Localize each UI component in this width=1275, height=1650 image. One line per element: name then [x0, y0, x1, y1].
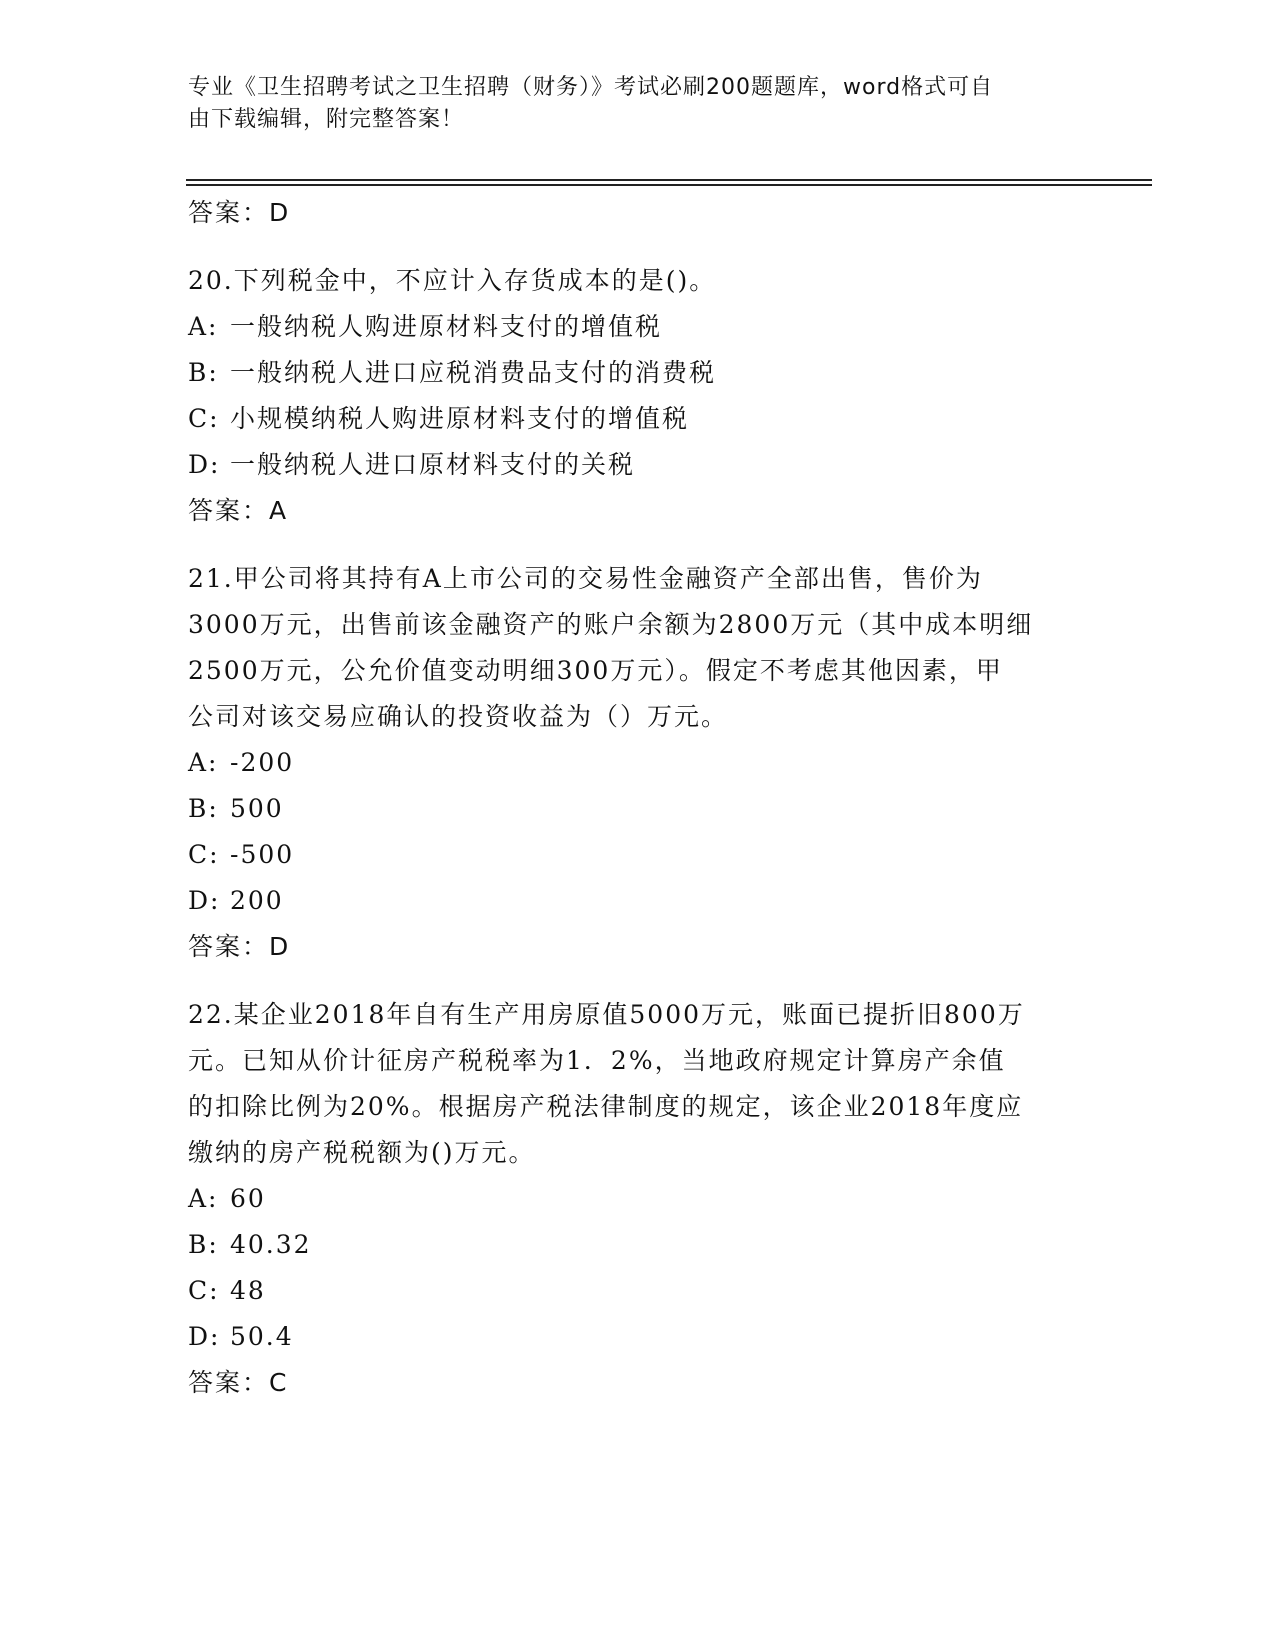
stem-line: 20.下列税金中，不应计入存货成本的是()。: [188, 266, 717, 295]
option-c: [188, 832, 1088, 878]
option-c: [188, 1268, 1088, 1314]
option-a: [188, 1176, 1088, 1222]
option-b: [188, 1222, 1088, 1268]
option-key: D:: [188, 886, 221, 915]
previous-answer: 答案：D: [188, 198, 291, 227]
option-text: 一般纳税人购进原材料支付的增值税: [230, 312, 663, 341]
option-text: 一般纳税人进口原材料支付的关税: [230, 450, 636, 479]
stem-line: 缴纳的房产税税额为()万元。: [188, 1138, 536, 1167]
option-key: B:: [188, 358, 219, 387]
stem-line: 2500万元，公允价值变动明细300万元）。假定不考虑其他因素，甲: [188, 656, 1003, 685]
option-key: D:: [188, 1322, 221, 1351]
header-line-2: 由下载编辑，附完整答案！: [188, 107, 465, 132]
stem-line: 22.某企业2018年自有生产用房原值5000万元，账面已提折旧800万: [188, 1000, 1025, 1029]
option-d: [188, 878, 1088, 924]
option-a: [188, 740, 1088, 786]
stem-line: 元。已知从价计征房产税税率为1．2%，当地政府规定计算房产余值: [188, 1046, 1006, 1075]
stem-line: 公司对该交易应确认的投资收益为（）万元。: [188, 702, 729, 731]
header-divider-top: [186, 179, 1152, 181]
document-body: [188, 190, 1088, 1406]
option-text: 40.32: [230, 1230, 312, 1259]
option-text: -500: [230, 840, 295, 869]
option-text: 500: [230, 794, 284, 823]
option-text: 60: [230, 1184, 266, 1213]
option-key: A:: [188, 312, 219, 341]
question-20: [188, 258, 1088, 534]
option-key: D:: [188, 450, 221, 479]
option-a: [188, 304, 1088, 350]
stem-line: 的扣除比例为20%。根据房产税法律制度的规定，该企业2018年度应: [188, 1092, 1024, 1121]
answer: 答案：D: [188, 932, 291, 961]
stem-line: 21.甲公司将其持有A上市公司的交易性金融资产全部出售，售价为: [188, 564, 983, 593]
option-b: [188, 350, 1088, 396]
answer: 答案：C: [188, 1368, 289, 1397]
header-line-1: 专业《卫生招聘考试之卫生招聘（财务）》考试必刷200题题库，word格式可自: [188, 75, 994, 100]
answer: 答案：A: [188, 496, 289, 525]
document-header: [188, 72, 1088, 136]
question-stem: [188, 556, 1088, 740]
option-text: 48: [230, 1276, 266, 1305]
stem-line: 3000万元，出售前该金融资产的账户余额为2800万元（其中成本明细: [188, 610, 1034, 639]
option-text: -200: [230, 748, 295, 777]
option-key: B:: [188, 794, 219, 823]
option-text: 200: [230, 886, 284, 915]
question-stem: [188, 258, 1088, 304]
option-d: [188, 1314, 1088, 1360]
option-key: C:: [188, 1276, 220, 1305]
option-b: [188, 786, 1088, 832]
question-21: [188, 556, 1088, 970]
question-22: [188, 992, 1088, 1406]
option-key: A:: [188, 748, 219, 777]
option-text: 小规模纳税人购进原材料支付的增值税: [230, 404, 690, 433]
option-key: C:: [188, 840, 220, 869]
header-divider-bottom: [186, 184, 1152, 186]
option-text: 50.4: [230, 1322, 294, 1351]
option-d: [188, 442, 1088, 488]
option-key: A:: [188, 1184, 219, 1213]
option-key: C:: [188, 404, 220, 433]
question-stem: [188, 992, 1088, 1176]
option-text: 一般纳税人进口应税消费品支付的消费税: [230, 358, 717, 387]
option-key: B:: [188, 1230, 219, 1259]
option-c: [188, 396, 1088, 442]
